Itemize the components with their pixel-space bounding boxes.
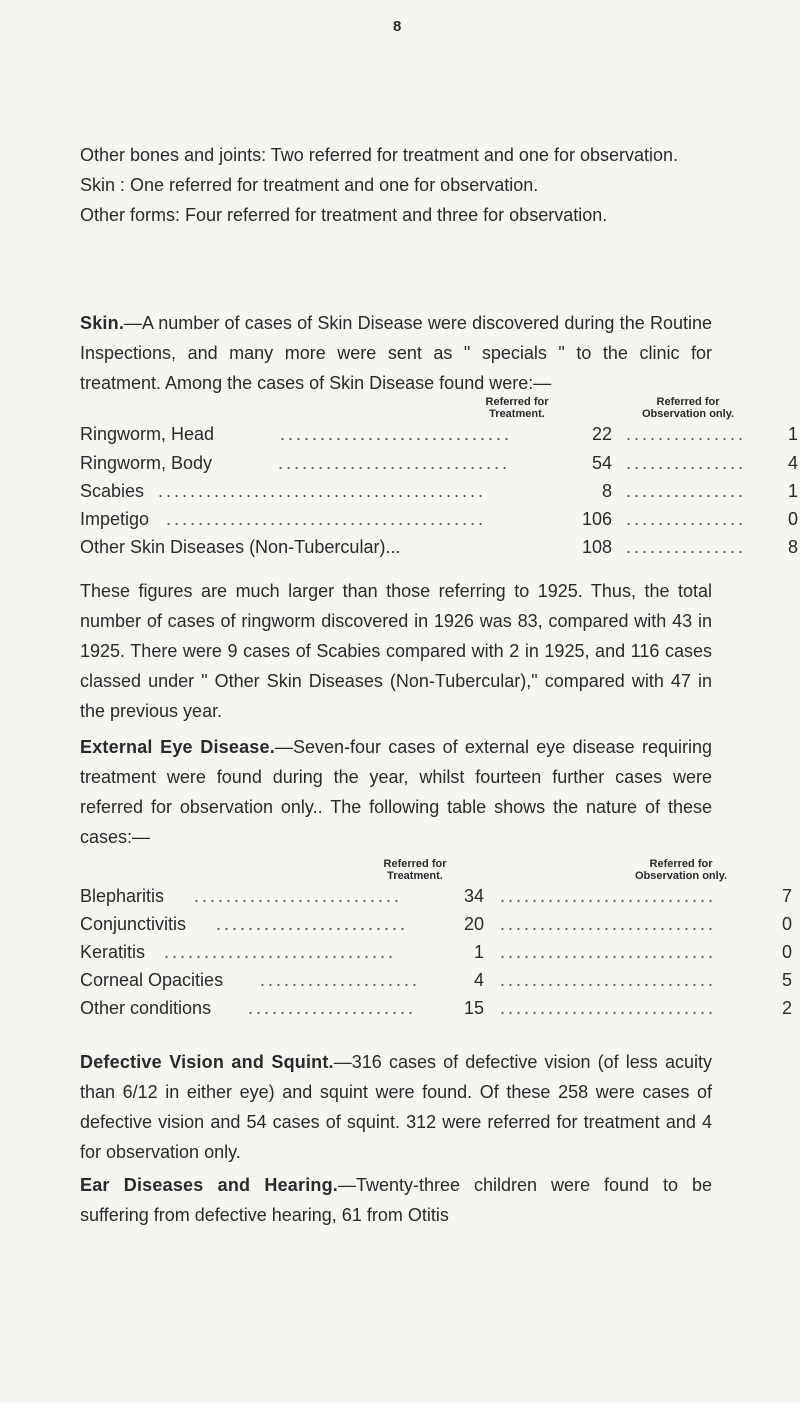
table-row — [80, 509, 798, 533]
leader-dots: ......................................... — [158, 481, 487, 501]
leader-dots: ............... — [626, 453, 747, 473]
row-label: Blepharitis — [80, 886, 165, 906]
table-row — [80, 537, 798, 561]
skin-col2-header: Referred for Observation only. — [641, 396, 735, 420]
treatment-value: 15 — [463, 998, 484, 1018]
treatment-value: 108 — [581, 537, 612, 557]
leader-dots: ........................ — [216, 914, 409, 934]
row-label: Ringworm, Head — [80, 424, 215, 444]
row-label: Other conditions — [80, 998, 212, 1018]
table-row — [80, 914, 792, 938]
observation-value: 1 — [787, 481, 798, 501]
leader-dots: ............... — [626, 509, 747, 529]
leader-dots: .......................... — [194, 886, 403, 906]
vision-heading: Defective Vision and Squint. — [80, 1052, 334, 1072]
row-label: Ringworm, Body — [80, 453, 213, 473]
leader-dots: ........................... — [500, 886, 717, 906]
leader-dots: ..................... — [248, 998, 417, 1018]
treatment-value: 54 — [591, 453, 612, 473]
eye-paragraph: —Seven-four cases of external eye disease requiring treatment were found during the year, whilst fourteen further cases were referred for observation only.. The following table shows the nature of these cases:— — [80, 737, 712, 847]
observation-value: 0 — [781, 942, 792, 962]
treatment-value: 20 — [463, 914, 484, 934]
intro-line: Other bones and joints: Two referred for treatment and one for observation. — [80, 145, 679, 165]
observation-value: 0 — [781, 914, 792, 934]
leader-dots: ............... — [626, 537, 747, 557]
row-label: Corneal Opacities — [80, 970, 224, 990]
observation-value: 7 — [781, 886, 792, 906]
table-row — [80, 481, 798, 505]
intro-line: Other forms: Four referred for treatment and three for observation. — [80, 205, 608, 225]
treatment-value: 22 — [591, 424, 612, 444]
leader-dots: ........................... — [500, 998, 717, 1018]
skin-heading: Skin. — [80, 313, 125, 333]
intro-line: Skin : One referred for treatment and one for observation. — [80, 175, 539, 195]
table-row — [80, 886, 792, 910]
table-row — [80, 970, 792, 994]
observation-value: 8 — [787, 537, 798, 557]
treatment-value: 4 — [473, 970, 484, 990]
row-label: Scabies — [80, 481, 145, 501]
treatment-value: 106 — [581, 509, 612, 529]
ear-section — [80, 1170, 712, 1230]
observation-value: 1 — [787, 424, 798, 444]
skin-section — [80, 308, 712, 398]
ear-heading: Ear Diseases and Hearing. — [80, 1175, 338, 1195]
leader-dots: ............................. — [278, 453, 511, 473]
leader-dots: ............... — [626, 481, 747, 501]
eye-col2-header: Referred for Observation only. — [634, 858, 728, 882]
leader-dots: ........................... — [500, 970, 717, 990]
skin-paragraph: —A number of cases of Skin Disease were discovered during the Routine Inspections, and many more were sent as " specials " to the clinic for treatment. Among the cases of Skin Disease found were:— — [80, 313, 712, 393]
observation-value: 4 — [787, 453, 798, 473]
leader-dots: ............................. — [164, 942, 397, 962]
ear-paragraph: —Twenty-three children were found to be suffering from defective hearing, 61 from Otitis — [80, 1175, 712, 1225]
eye-section — [80, 732, 712, 852]
leader-dots: .................... — [260, 970, 421, 990]
table-row — [80, 453, 798, 477]
skin-summary: These figures are much larger than those referring to 1925. Thus, the total number of cases of ringworm discovered in 1926 was 83, compared with 43 in 1925. There were 9 cases of Scabies compared with 2 in 1925, and 116 cases classed under " Other Skin Diseases (Non-Tubercular)," compared with 47 in the previous year. — [80, 581, 712, 721]
table-row — [80, 998, 792, 1022]
row-label: Impetigo — [80, 509, 150, 529]
eye-heading: External Eye Disease. — [80, 737, 275, 757]
observation-value: 5 — [781, 970, 792, 990]
row-label: Conjunctivitis — [80, 914, 187, 934]
vision-paragraph: —316 cases of defective vision (of less acuity than 6/12 in either eye) and squint were found. Of these 258 were cases of defective vision and 54 cases of squint. 312 were referred for treatment and 4 for observation only. — [80, 1052, 712, 1162]
leader-dots: ............... — [626, 424, 747, 444]
table-row — [80, 424, 798, 448]
treatment-value: 34 — [463, 886, 484, 906]
page-number: 8 — [393, 18, 402, 35]
leader-dots: ........................... — [500, 914, 717, 934]
treatment-value: 8 — [601, 481, 612, 501]
observation-value: 2 — [781, 998, 792, 1018]
eye-col1-header: Referred for Treatment. — [383, 858, 447, 882]
skin-summary-block — [80, 576, 712, 726]
vision-section — [80, 1047, 712, 1167]
table-row — [80, 942, 792, 966]
observation-value: 0 — [787, 509, 798, 529]
skin-col1-header: Referred for Treatment. — [485, 396, 549, 420]
leader-dots: ............................. — [280, 424, 513, 444]
treatment-value: 1 — [473, 942, 484, 962]
row-label: Other Skin Diseases (Non-Tubercular)... — [80, 537, 401, 557]
leader-dots: ........................................ — [166, 509, 487, 529]
leader-dots: ........................... — [500, 942, 717, 962]
row-label: Keratitis — [80, 942, 146, 962]
intro-block — [80, 140, 712, 230]
